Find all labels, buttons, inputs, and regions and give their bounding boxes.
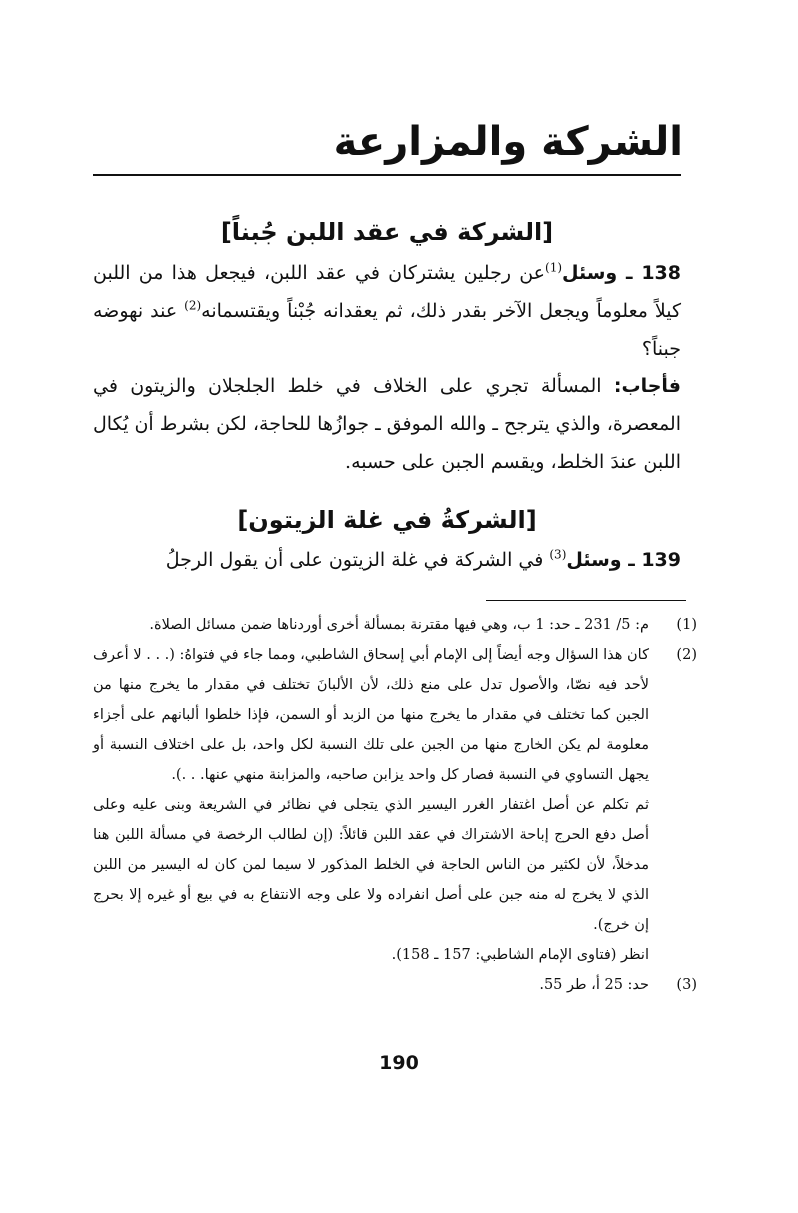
footnote-ref-3[interactable]: (3) [549,547,567,562]
section-heading-olives: [الشركةُ في غلة الزيتون] [237,506,537,534]
question-text: في الشركة في غلة الزيتون على أن يقول الرجلُ [165,549,550,571]
footnote-body [93,610,649,640]
footnote-number: (3) [676,977,697,993]
footnote-paragraph: م: 5/ 231 ـ حد: 1 ب، وهي فيها مقترنة بمسألة أخرى أوردناها ضمن مسائل الصلاة. [149,617,649,633]
chapter-title-rule [93,174,681,176]
question-lead: وسئل [562,262,618,284]
footnote-3 [93,970,697,1000]
answer-138 [93,367,681,481]
question-139: 139 ـ وسئل$^{(3)}$ في الشركة في غلة الزيتون على أن يقول الرجلُ [165,547,681,571]
footnote-1 [93,610,697,640]
footnotes-list [93,610,697,1000]
question-number: 138 [641,262,681,284]
footnote-number: (2) [676,647,697,663]
question-number: 139 [641,549,681,571]
footnote-separator [486,600,686,601]
page-number: 190 [379,1052,419,1074]
question-lead: وسئل [566,549,622,571]
chapter-title: الشركة والمزارعة [333,119,683,165]
answer-text: المسألة تجري على الخلاف في خلط الجلجلان والزيتون في المعصرة، والذي يترجح ـ والله الموفق ـ جوازُها للحاجة، لكن بشرط أن يُكال اللبن عندَ الخلط، ويقسم الجبن على حسبه. [93,375,681,473]
question-text: عن رجلين يشتركان في عقد اللبن، فيجعل هذا من اللبن كيلاً معلوماً ويجعل الآخر بقدر ذلك، ثم يعقدانه جُبْناً ويقتسمانه [93,262,681,322]
footnote-ref-2[interactable]: (2) [184,298,202,313]
footnote-body [93,640,649,970]
footnote-body [93,970,649,1000]
footnote-paragraph: انظر (فتاوى الإمام الشاطبي: 157 ـ 158). [391,947,649,963]
question-138: 138 ـ وسئل$^{(1)}$عن رجلين يشتركان في عقد اللبن، فيجعل هذا من اللبن كيلاً معلوماً ويجعل الآخر بقدر ذلك، ثم يعقدانه جُبْناً ويقتسمانه$^{(2)}$ عند نهوضه جبناً؟ [93,260,681,360]
question-text-end: عند نهوضه جبناً؟ [93,300,681,360]
footnote-paragraph: ثم تكلم عن أصل اغتفار الغرر اليسير الذي يتجلى في نظائر في الشريعة وبنى عليه وعلى أصل دفع الحرج إباحة الاشتراك في عقد اللبن قائلاً: (إن لطالب الرخصة في مسألة اللبن هنا مدخلاً، لأن لكثير من الناس الحاجة في الخلط المذكور لا سيما لمن كان له اليسير من اللبن الذي لا يخرج له منه جبن على أصل انفراده ولا على وجه الانتفاع به في بيع أو غيره إلا بحرج إن خرج). [93,797,649,933]
footnote-number: (1) [676,617,697,633]
footnote-paragraph: كان هذا السؤال وجه أيضاً إلى الإمام أبي إسحاق الشاطبي، ومما جاء في فتواهُ: (. . . لا أعرف لأحد فيه نصّا، والأصول تدل على منع ذلك، لأن الألبانَ تختلف في مقدار ما يخرج منها من الجبن كما تختلف في مقدار ما يخرج منها من الزبد أو السمن، فإذا خلطوا ألبانهم على أجزاء معلومة لم يكن الخارج منها من الجبن على تلك النسبة لكل واحد، بل على اختلاف النسبة أو يجهل التساوي في النسبة فصار كل واحد يزابن صاحبه، والمزابنة منهي عنها. . .). [93,647,649,783]
footnote-paragraph: حد: 25 أ، طر 55. [539,977,649,993]
answer-lead: فأجاب: [613,375,681,397]
footnote-ref-1[interactable]: (1) [545,260,563,275]
footnote-2 [93,640,697,970]
section-heading-cheese: [الشركة في عقد اللبن جُبناً] [220,218,554,246]
